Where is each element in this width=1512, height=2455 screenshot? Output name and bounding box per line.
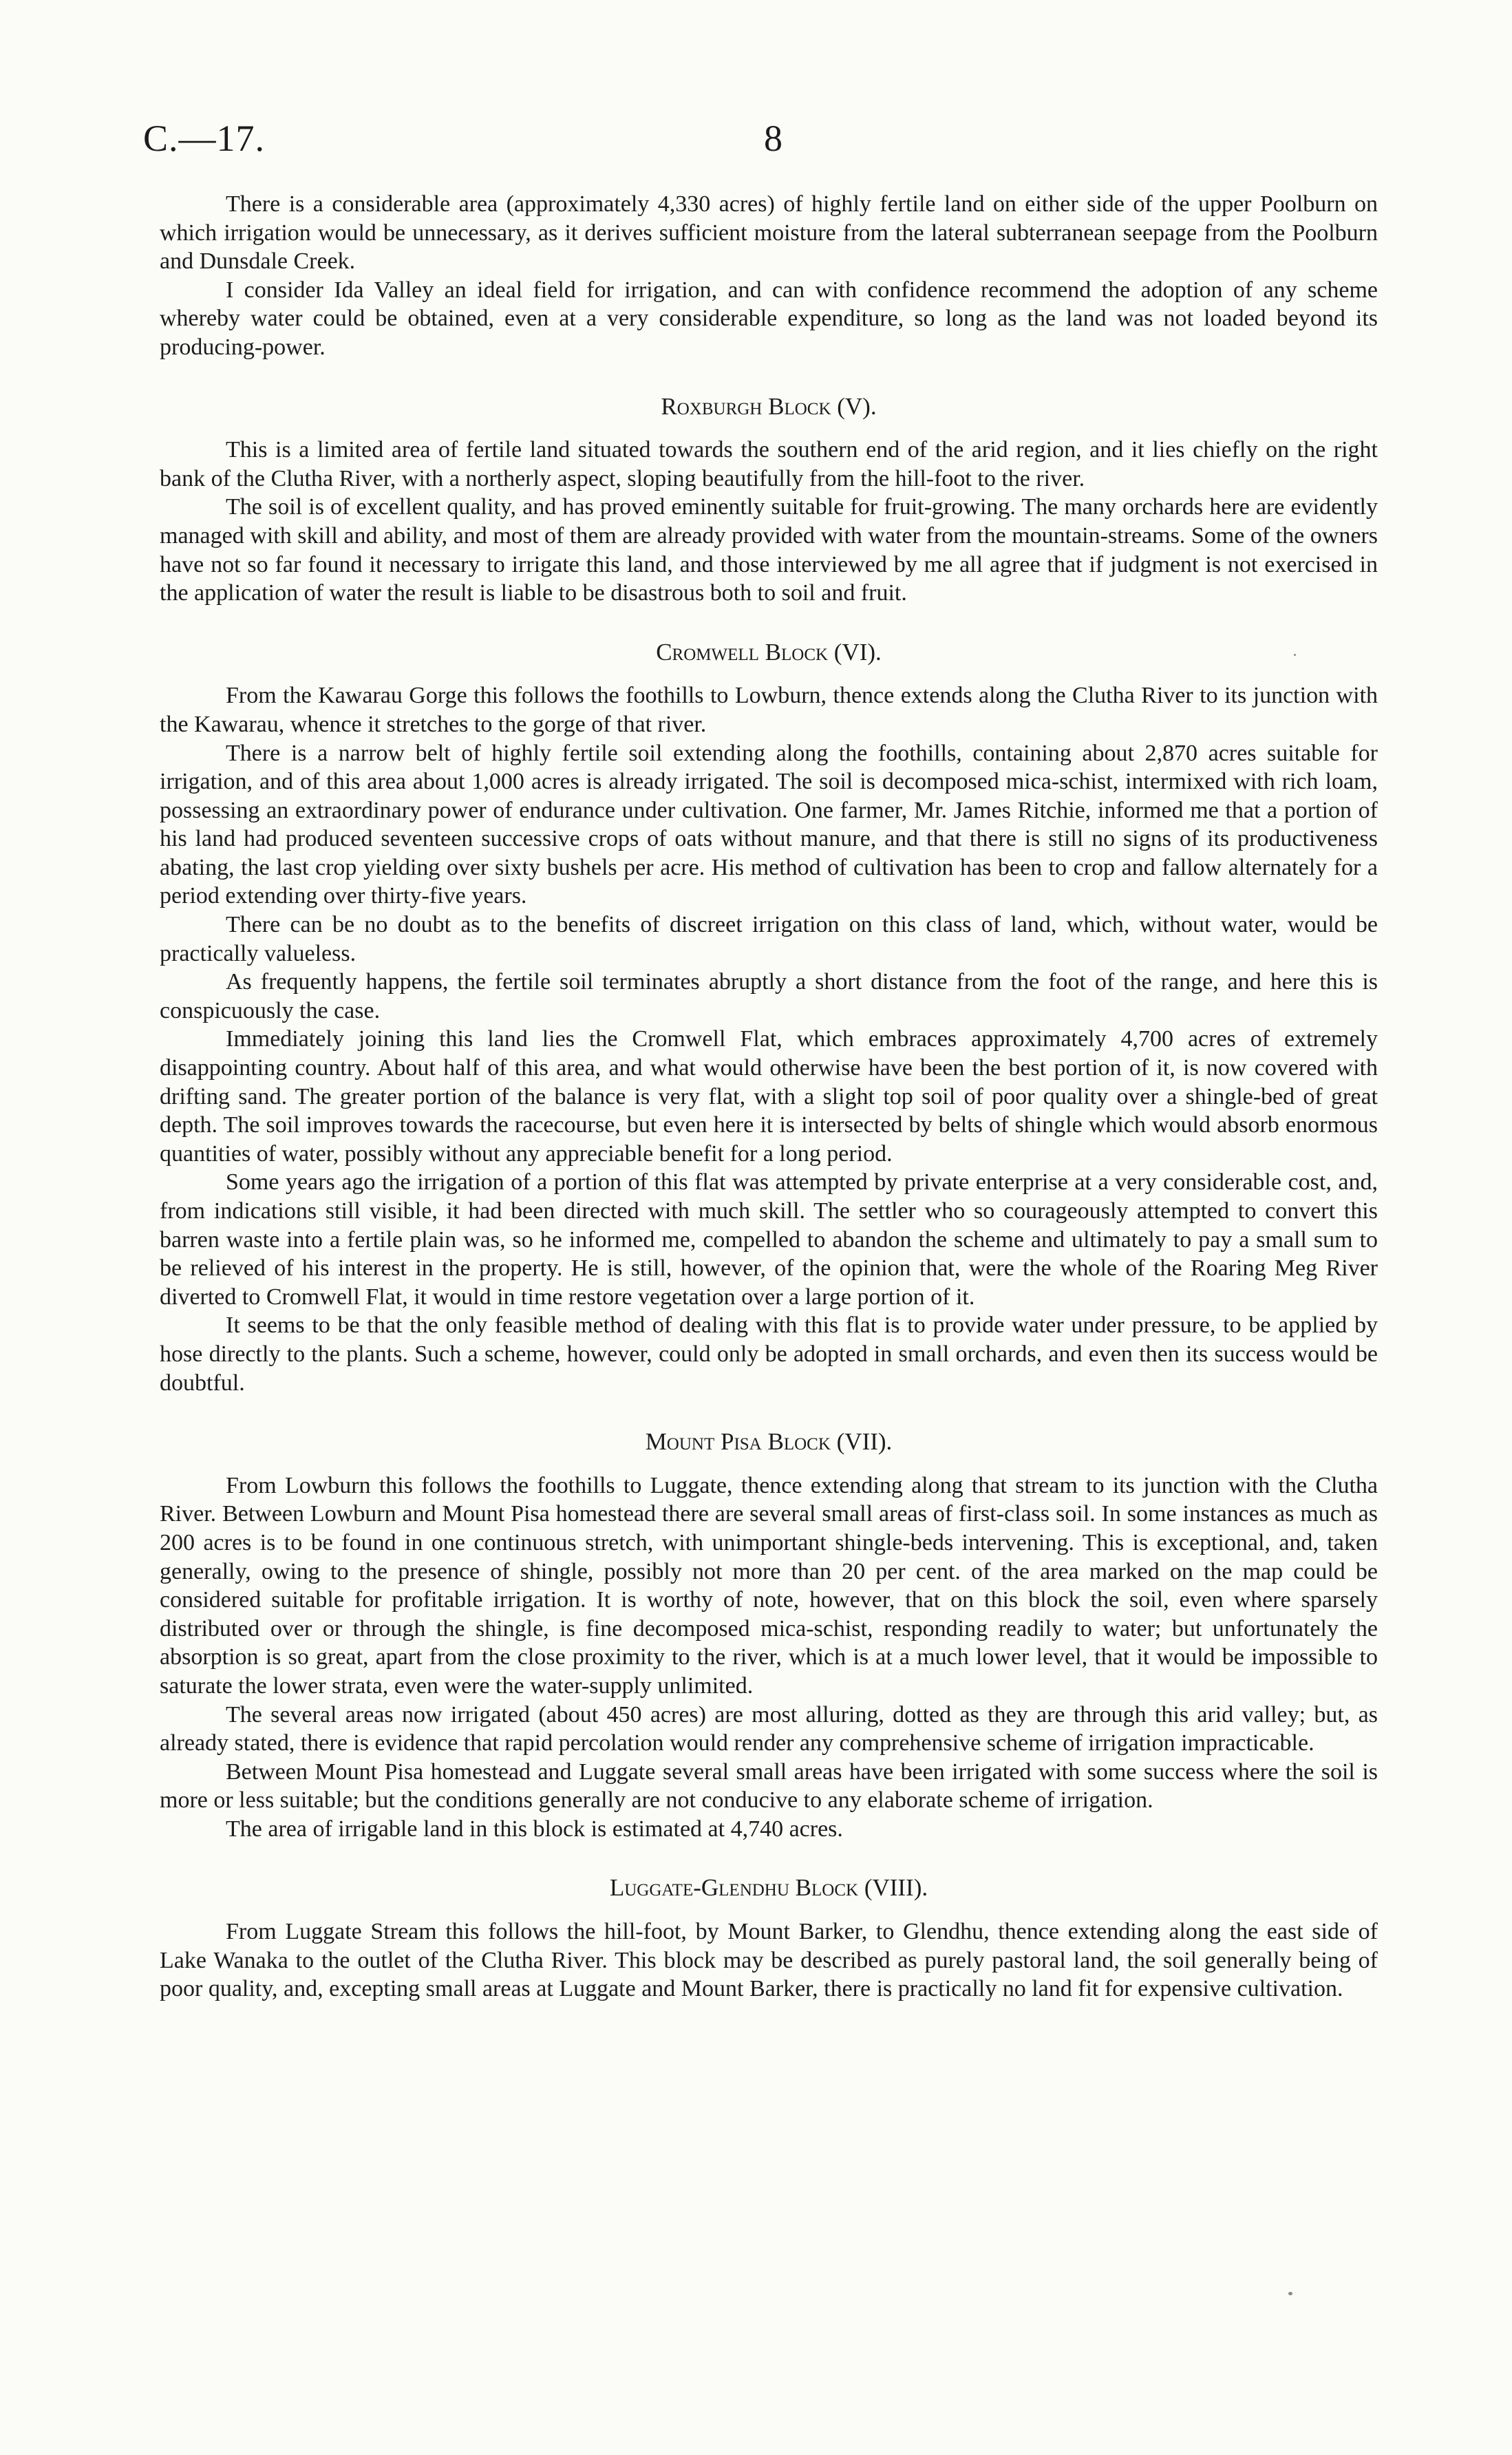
paragraph: This is a limited area of fertile land situated towards the southern end of the arid region, and it lies chiefly on the right bank of the Clutha River, with a northerly aspect, sloping beautifully from the hill-foot to the river. [160, 437, 1378, 491]
paragraph: There can be no doubt as to the benefits of discreet irrigation on this class of land, which, without water, would be practically valueless. [160, 912, 1378, 966]
scan-speck [1288, 2292, 1292, 2295]
document-body [160, 190, 1378, 2004]
paragraph: The soil is of excellent quality, and has proved eminently suitable for fruit-growing. The many orchards here are evidently managed with skill and ability, and most of them are already provided with water from the mountain-streams. Some of the owners have not so far found it necessary to irrigate this land, and those interviewed by me all agree that if judgment is not exercised in the application of water the result is liable to be disastrous both to soil and fruit. [160, 494, 1378, 606]
paragraph: Between Mount Pisa homestead and Luggate several small areas have been irrigated with some success where the soil is more or less suitable; but the conditions generally are not conducive to any elaborate scheme of irrigation. [160, 1758, 1378, 1814]
paragraph: There is a narrow belt of highly fertile soil extending along the foothills, containing about 2,870 acres suitable for irrigation, and of this area about 1,000 acres is already irrigated. The soil is decomposed mica-schist, intermixed with rich loam, possessing an extraordinary power of endurance under cultivation. One farmer, Mr. James Ritchie, informed me that a portion of his land had produced seventeen successive crops of oats without manure, and that there is still no signs of its productiveness abating, the last crop yielding over sixty bushels per acre. His method of cultivation has been to crop and fallow alternately for a period extending over thirty-five years. [160, 740, 1378, 909]
paragraph: Some years ago the irrigation of a portion of this flat was attempted by private enterprise at a very considerable cost, and, from indications still visible, it had been directed with much skill. The settler who so courageously attempted to convert this barren waste into a fertile plain was, so he informed me, compelled to abandon the scheme and ultimately to pay a small sum to be relieved of his interest in the property. He is still, however, of the opinion that, were the whole of the Roaring Meg River diverted to Cromwell Flat, it would in time restore vegetation over a large portion of it. [160, 1169, 1378, 1310]
paragraph: From the Kawarau Gorge this follows the foothills to Lowburn, thence extends along the Clutha River to its junction with the Kawarau, whence it stretches to the gorge of that river. [160, 683, 1378, 737]
section-heading-mount-pisa: Mount Pisa Block (VII). [645, 1428, 893, 1456]
page-number: 8 [764, 118, 782, 159]
paragraph: The area of irrigable land in this block is estimated at 4,740 acres. [226, 1816, 843, 1842]
paragraph: It seems to be that the only feasible method of dealing with this flat is to provide water under pressure, to be applied by hose directly to the plants. Such a scheme, however, could only be adopted in small orchards, and even then its success would be doubtful. [160, 1312, 1378, 1396]
paragraph: The several areas now irrigated (about 450 acres) are most alluring, dotted as they are through this arid valley; but, as already stated, there is evidence that rapid percolation would render any comprehensive scheme of irrigation impracticable. [160, 1701, 1378, 1756]
paragraph: As frequently happens, the fertile soil terminates abruptly a short distance from the foot of the range, and here this is conspicuously the case. [160, 969, 1378, 1023]
scan-speck [1294, 654, 1296, 656]
section-heading-roxburgh: Roxburgh Block (V). [661, 392, 877, 420]
paragraph: There is a considerable area (approximately 4,330 acres) of highly fertile land on either side of the upper Poolburn on which irrigation would be unnecessary, as it derives sufficient moisture from the lateral subterranean seepage from the Poolburn and Dunsdale Creek. [160, 191, 1378, 275]
document-reference: C.—17. [143, 118, 266, 159]
section-heading-cromwell: Cromwell Block (VI). [656, 638, 882, 666]
paragraph: Immediately joining this land lies the Cromwell Flat, which embraces approximately 4,700 acres of extremely disappointing country. About half of this area, and what would otherwise have been the best portion of it, is now covered with drifting sand. The greater portion of the balance is very flat, with a slight top soil of poor quality over a shingle-bed of great depth. The soil improves towards the racecourse, but even here it is intersected by belts of shingle which would absorb enormous quantities of water, possibly without any appreciable benefit for a long period. [160, 1026, 1378, 1167]
paragraph: I consider Ida Valley an ideal field for irrigation, and can with confidence recommend the adoption of any scheme whereby water could be obtained, even at a very considerable expenditure, so long as the land was not loaded beyond its producing-power. [160, 277, 1378, 360]
paragraph: From Luggate Stream this follows the hill-foot, by Mount Barker, to Glendhu, thence extending along the east side of Lake Wanaka to the outlet of the Clutha River. This block may be described as purely pastoral land, the soil generally being of poor quality, and, excepting small areas at Luggate and Mount Barker, there is practically no land fit for expensive cultivation. [160, 1919, 1378, 2002]
section-heading-luggate-glendhu: Luggate-Glendhu Block (VIII). [609, 1874, 928, 1902]
paragraph: From Lowburn this follows the foothills to Luggate, thence extending along that stream to its junction with the Clutha River. Between Lowburn and Mount Pisa homestead there are several small areas of first-class soil. In some instances as much as 200 acres is to be found in one continuous stretch, with unimportant shingle-beds intervening. This is exceptional, and, taken generally, owing to the presence of shingle, possibly not more than 20 per cent. of the area marked on the map could be considered suitable for profitable irrigation. It is worthy of note, however, that on this block the soil, even where sparsely distributed over or through the shingle, is fine decomposed mica-schist, responding readily to water; but unfortunately the absorption is so great, apart from the close proximity to the river, which is at a much lower level, that it would be impossible to saturate the lower strata, even were the water-supply unlimited. [160, 1472, 1378, 1699]
